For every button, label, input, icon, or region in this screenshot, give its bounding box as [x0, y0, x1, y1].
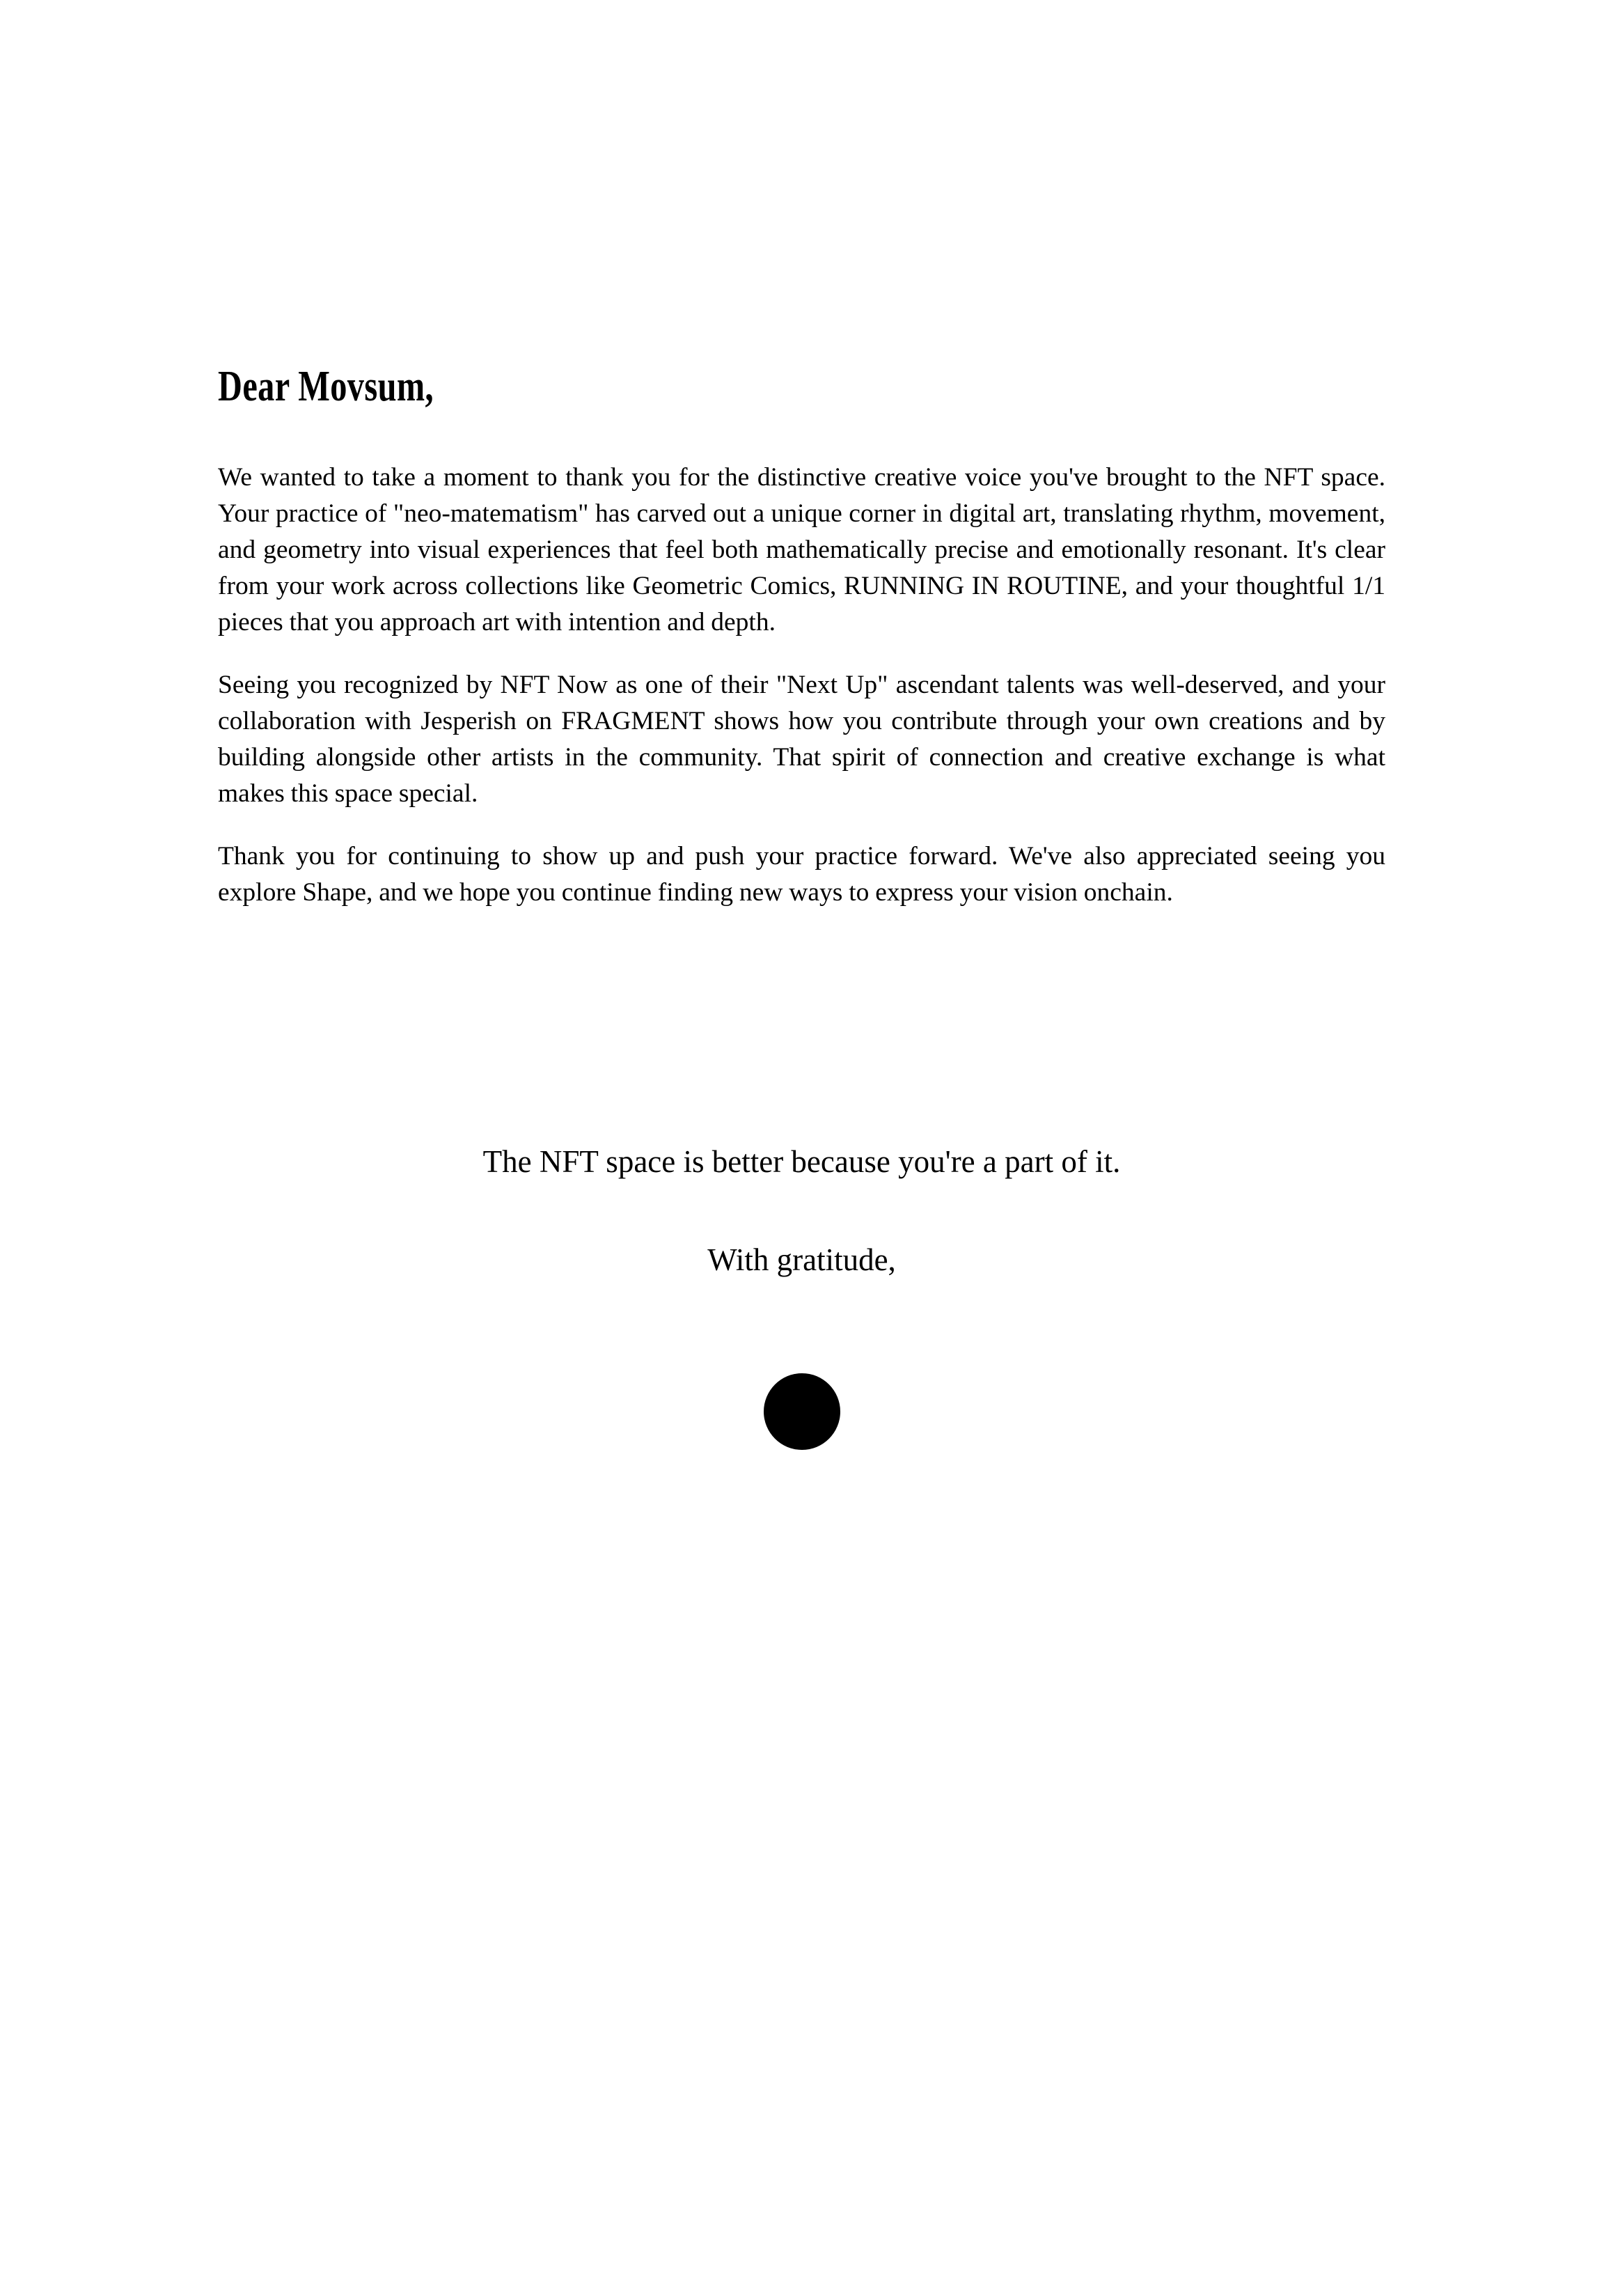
- letter-signoff: With gratitude,: [707, 1242, 896, 1277]
- letter-tagline: The NFT space is better because you're a part of it.: [482, 1144, 1121, 1179]
- page-title: Dear Movsum,: [218, 363, 434, 410]
- letter-paragraph: Seeing you recognized by NFT Now as one of their "Next Up" ascendant talents was well-deserved, and your collaboration with Jesperish on FRAGMENT shows how you contribute through your own creations and by building alongside other artists in the community. That spirit of connection and creative exchange is what makes this space special.: [218, 671, 1385, 808]
- filled-circle-icon: [764, 1373, 840, 1450]
- letter-paragraph: We wanted to take a moment to thank you for the distinctive creative voice you've brought to the NFT space. Your practice of "neo-matematism" has carved out a unique corner in digital art, translating rhythm, movement, and geometry into visual experiences that feel both mathematically precise and emotionally resonant. It's clear from your work across collections like Geometric Comics, RUNNING IN ROUTINE, and your thoughtful 1/1 pieces that you approach art with intention and depth.: [218, 463, 1385, 637]
- signature-logo: [218, 1373, 1385, 1450]
- letter-body: [218, 460, 1385, 911]
- letter-paragraph: Thank you for continuing to show up and push your practice forward. We've also appreciated seeing you explore Shape, and we hope you continue finding new ways to express your vision onchain.: [218, 842, 1385, 907]
